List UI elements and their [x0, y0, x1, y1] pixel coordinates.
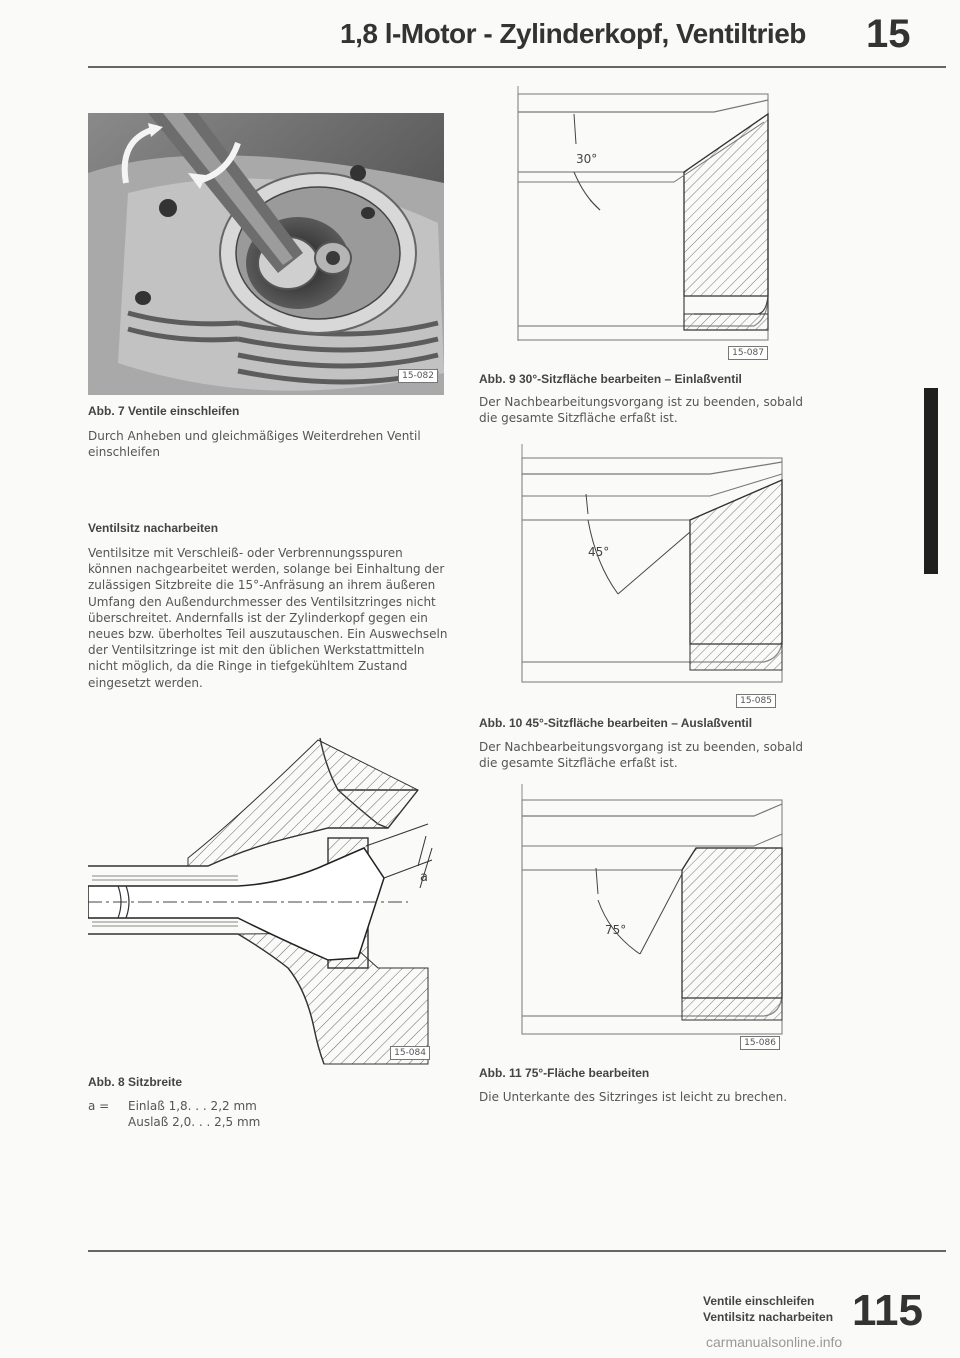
fig11-drawing	[514, 784, 784, 1064]
seat-45-diagram	[514, 444, 784, 712]
fig10-caption-title: Abb. 10 45°-Sitzfläche bearbeiten – Auslaßventil	[479, 716, 753, 730]
page-header-title: 1,8 l-Motor - Zylinderkopf, Ventiltrieb	[340, 18, 806, 49]
fig8-line1: Einlaß 1,8. . . 2,2 mm	[128, 1099, 257, 1113]
chapter-tab-marker	[924, 388, 938, 574]
footer-topic-1: Ventile einschleifen	[703, 1294, 815, 1308]
fig10-code: 15-085	[736, 694, 776, 708]
fig11-caption-text: Die Unterkante des Sitzringes ist leicht zu brechen.	[479, 1090, 788, 1104]
valve-lapping-photo	[88, 113, 444, 395]
fig7-code: 15-082	[398, 369, 438, 383]
fig9-caption-text: Der Nachbearbeitungsvorgang ist zu beenden, sobald die gesamte Sitzfläche erfaßt ist.	[479, 395, 804, 426]
fig10-drawing	[514, 444, 784, 712]
fig9-drawing	[514, 86, 784, 366]
fig9-angle-label: 30°	[576, 152, 598, 166]
fig10-angle-label: 45°	[588, 545, 610, 559]
fig8-caption-title: Abb. 8 Sitzbreite	[88, 1075, 183, 1089]
fig7-caption-title: Abb. 7 Ventile einschleifen	[88, 404, 240, 418]
fig10-caption-text: Der Nachbearbeitungsvorgang ist zu beenden, sobald die gesamte Sitzfläche erfaßt ist.	[479, 740, 804, 771]
page-number: 115	[852, 1286, 923, 1335]
fig8-code: 15-084	[390, 1046, 430, 1060]
seat-30-diagram	[514, 86, 784, 366]
fig8-line2: Auslaß 2,0. . . 2,5 mm	[128, 1115, 261, 1129]
fig8-line1-prefix: a =	[88, 1099, 110, 1113]
section-text: Ventilsitze mit Verschleiß- oder Verbrennungsspuren können nachgearbeitet werden, solange bei Einhaltung der zulässigen Sitzbreite die 15°-Anfräsung an ihrem äußeren Umfang den Außendurchmesser des Ventilsitzringes nicht überschreitet. Andernfalls ist der Zylinderkopf gegen ein neues bzw. überholtes Teil auszutauschen. Ein Auswechseln der Ventilsitzringe ist mit den üblichen Werkstattmitteln nicht möglich, da die Ringe in tiefgekühltem Zustand eingesetzt werden.	[88, 546, 448, 690]
header-rule	[88, 66, 946, 68]
fig8-drawing	[88, 728, 444, 1068]
fig11-caption-title: Abb. 11 75°-Fläche bearbeiten	[479, 1066, 650, 1080]
fig11-angle-label: 75°	[605, 923, 627, 937]
section-heading: Ventilsitz nacharbeiten	[88, 521, 219, 535]
fig7-photo	[88, 113, 444, 395]
fig11-code: 15-086	[740, 1036, 780, 1050]
fig9-caption-title: Abb. 9 30°-Sitzfläche bearbeiten – Einlaßventil	[479, 372, 742, 386]
valve-seat-width-diagram	[88, 728, 444, 1068]
watermark: carmanualsonline.info	[706, 1334, 843, 1350]
fig9-code: 15-087	[728, 346, 768, 360]
fig8-label-a: a	[420, 870, 428, 885]
footer-rule	[88, 1250, 946, 1252]
surface-75-diagram	[514, 784, 784, 1064]
footer-topic-2: Ventilsitz nacharbeiten	[703, 1310, 834, 1324]
chapter-number: 15	[866, 12, 911, 56]
fig7-caption-text: Durch Anheben und gleichmäßiges Weiterdrehen Ventil einschleifen	[88, 429, 421, 460]
